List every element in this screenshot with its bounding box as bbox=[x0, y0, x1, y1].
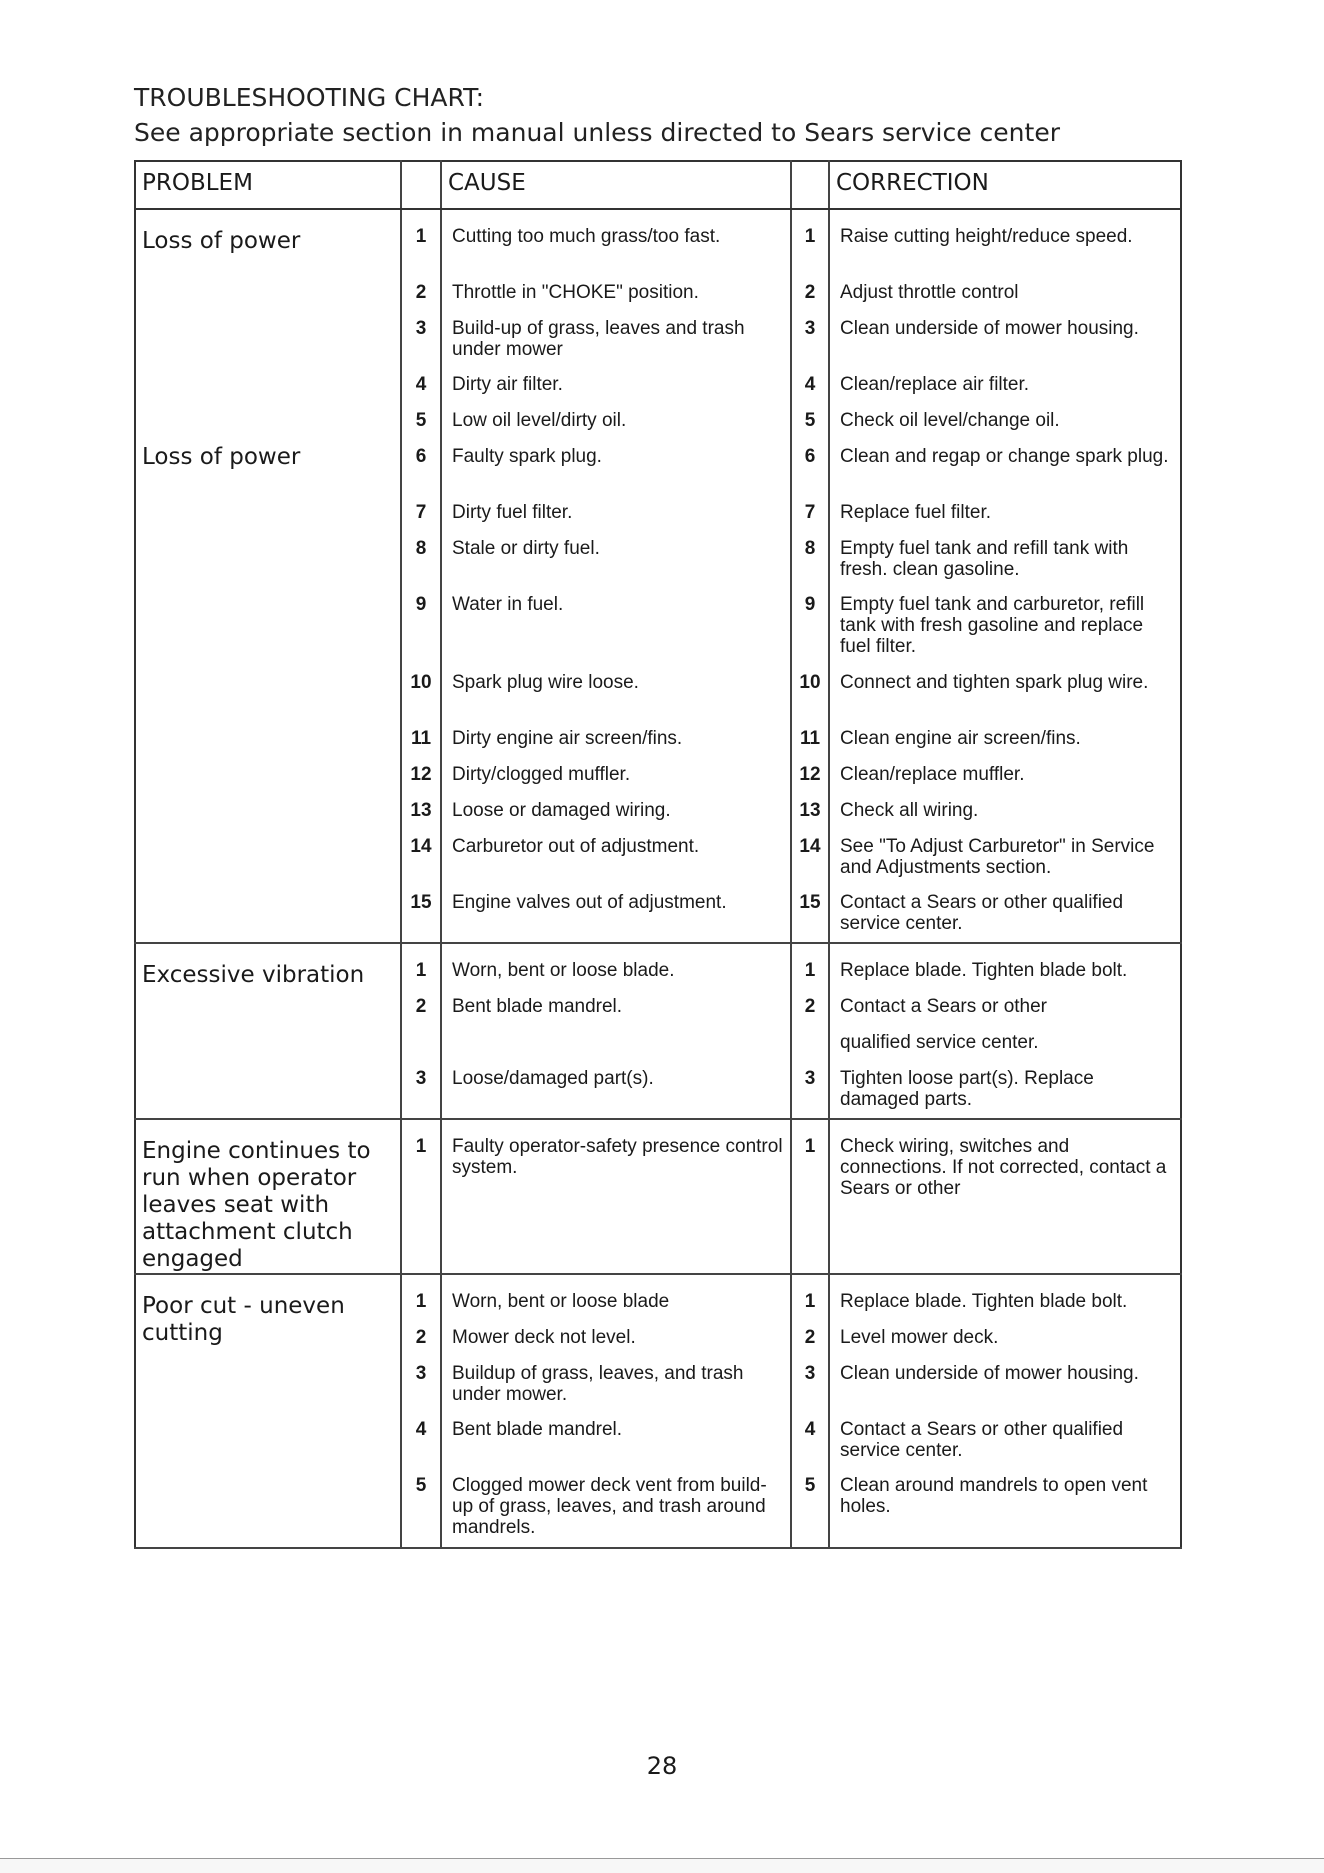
item-number: 4 bbox=[804, 374, 816, 395]
item-number: 5 bbox=[804, 1475, 816, 1496]
item-number: 13 bbox=[410, 800, 432, 821]
correction-text: Clean around mandrels to open vent holes. bbox=[840, 1475, 1148, 1517]
header-problem: PROBLEM bbox=[135, 161, 401, 209]
item-number: 1 bbox=[415, 226, 427, 247]
item-number: 15 bbox=[799, 892, 821, 913]
correction-text: Clean/replace air filter. bbox=[840, 374, 1030, 395]
correction-text: Empty fuel tank and carburetor, refill tank with fresh gasoline and replace fuel filter. bbox=[840, 594, 1145, 657]
page-title: TROUBLESHOOTING CHART: bbox=[134, 83, 485, 112]
item-number: 6 bbox=[415, 446, 427, 467]
cause-text: Build-up of grass, leaves and trash under mower bbox=[452, 318, 745, 360]
cause-text: Worn, bent or loose blade bbox=[452, 1291, 670, 1312]
cause-text: Buildup of grass, leaves, and trash under mower. bbox=[452, 1363, 744, 1405]
cause-text: Faulty operator-safety presence control system. bbox=[452, 1136, 783, 1178]
item-number: 11 bbox=[799, 728, 821, 749]
problem-label: Poor cut - uneven cutting bbox=[142, 1293, 345, 1346]
correction-text: Contact a Sears or other qualified service center. bbox=[840, 1419, 1124, 1461]
header-number-blank bbox=[791, 161, 829, 209]
item-number: 1 bbox=[804, 1291, 816, 1312]
cause-text: Carburetor out of adjustment. bbox=[452, 836, 700, 857]
item-number: 15 bbox=[410, 892, 432, 913]
item-number: 3 bbox=[415, 318, 427, 339]
correction-text: Clean underside of mower housing. bbox=[840, 1363, 1139, 1384]
item-number: 10 bbox=[799, 672, 821, 693]
item-number-cell bbox=[791, 1274, 829, 1548]
item-number: 12 bbox=[799, 764, 821, 785]
correction-text: Empty fuel tank and refill tank with fresh. clean gasoline. bbox=[840, 538, 1129, 580]
correction-text: Contact a Sears or other qualified service center. bbox=[840, 892, 1124, 934]
correction-text: Check oil level/change oil. bbox=[840, 410, 1060, 431]
correction-text: Check all wiring. bbox=[840, 800, 979, 821]
item-number: 11 bbox=[410, 728, 432, 749]
cause-text: Dirty air filter. bbox=[452, 374, 563, 395]
header-number-blank bbox=[401, 161, 441, 209]
cause-text: Clogged mower deck vent from build-up of grass, leaves, and trash around mandrels. bbox=[452, 1475, 767, 1538]
item-number: 4 bbox=[415, 1419, 427, 1440]
cause-text: Dirty fuel filter. bbox=[452, 502, 573, 523]
correction-text: Replace blade. Tighten blade bolt. bbox=[840, 960, 1128, 981]
item-number: 4 bbox=[415, 374, 427, 395]
item-number: 9 bbox=[804, 594, 816, 615]
item-number: 12 bbox=[410, 764, 432, 785]
correction-text-cell bbox=[829, 1274, 1181, 1548]
table-header-row bbox=[135, 161, 1181, 209]
correction-text: See "To Adjust Carburetor" in Service and Adjustments section. bbox=[840, 836, 1155, 878]
item-number: 8 bbox=[804, 538, 816, 559]
item-number bbox=[402, 1026, 440, 1062]
item-number: 3 bbox=[415, 1363, 427, 1384]
problem-cell bbox=[135, 943, 401, 1119]
correction-text: Level mower deck. bbox=[840, 1327, 999, 1348]
cause-text: Engine valves out of adjustment. bbox=[452, 892, 727, 913]
cause-text-cell bbox=[441, 209, 791, 943]
cause-text: Mower deck not level. bbox=[452, 1327, 636, 1348]
item-number: 1 bbox=[415, 1136, 427, 1157]
item-number: 1 bbox=[804, 226, 816, 247]
item-number: 3 bbox=[804, 318, 816, 339]
item-number: 5 bbox=[415, 1475, 427, 1496]
problem-cell bbox=[135, 1274, 401, 1548]
cause-text: Faulty spark plug. bbox=[452, 446, 602, 467]
item-number: 1 bbox=[804, 960, 816, 981]
problem-label: Engine continues to run when operator leaves seat with attachment clutch engaged bbox=[142, 1138, 371, 1272]
cause-text: Loose or damaged wiring. bbox=[452, 800, 671, 821]
correction-text: qualified service center. bbox=[840, 1032, 1039, 1053]
item-number-cell bbox=[791, 1119, 829, 1274]
item-number: 1 bbox=[804, 1136, 816, 1157]
item-number: 2 bbox=[415, 996, 427, 1017]
cause-text-cell bbox=[441, 1274, 791, 1548]
cause-text: Loose/damaged part(s). bbox=[452, 1068, 654, 1089]
page-bottom-edge bbox=[0, 1858, 1324, 1873]
page-number: 28 bbox=[646, 1752, 678, 1780]
cause-text: Bent blade mandrel. bbox=[452, 1419, 623, 1440]
item-number-cell bbox=[401, 943, 441, 1119]
page-subtitle: See appropriate section in manual unless directed to Sears service center bbox=[134, 118, 1060, 147]
correction-text-cell bbox=[829, 1119, 1181, 1274]
header-correction: CORRECTION bbox=[829, 161, 1181, 209]
correction-text: Clean underside of mower housing. bbox=[840, 318, 1139, 339]
section-row bbox=[135, 1274, 1181, 1548]
item-number: 5 bbox=[415, 410, 427, 431]
cause-text: Dirty engine air screen/fins. bbox=[452, 728, 683, 749]
cause-text: Spark plug wire loose. bbox=[452, 672, 639, 693]
correction-text: Adjust throttle control bbox=[840, 282, 1019, 303]
section-row bbox=[135, 209, 1181, 943]
cause-text: Water in fuel. bbox=[452, 594, 564, 615]
item-number: 5 bbox=[804, 410, 816, 431]
problem-label: Excessive vibration bbox=[142, 962, 365, 988]
item-number: 6 bbox=[804, 446, 816, 467]
cause-text bbox=[442, 1026, 790, 1062]
item-number: 9 bbox=[415, 594, 427, 615]
correction-text-cell bbox=[829, 209, 1181, 943]
item-number-cell bbox=[791, 209, 829, 943]
cause-text: Dirty/clogged muffler. bbox=[452, 764, 631, 785]
header-cause: CAUSE bbox=[441, 161, 791, 209]
item-number-cell bbox=[401, 209, 441, 943]
cause-text: Throttle in "CHOKE" position. bbox=[452, 282, 699, 303]
correction-text: Check wiring, switches and connections. If not corrected, contact a Sears or other bbox=[840, 1136, 1167, 1199]
cause-text: Cutting too much grass/too fast. bbox=[452, 226, 721, 247]
correction-text: Replace fuel filter. bbox=[840, 502, 992, 523]
cause-text: Worn, bent or loose blade. bbox=[452, 960, 675, 981]
item-number: 14 bbox=[410, 836, 432, 857]
problem-label: Loss of power bbox=[142, 228, 301, 254]
correction-text: Raise cutting height/reduce speed. bbox=[840, 226, 1133, 247]
problem-label-repeat: Loss of power bbox=[142, 444, 301, 470]
section-row bbox=[135, 943, 1181, 1119]
item-number: 10 bbox=[410, 672, 432, 693]
problem-cell bbox=[135, 209, 401, 943]
item-number bbox=[792, 1026, 828, 1062]
item-number-cell bbox=[401, 1119, 441, 1274]
item-number: 13 bbox=[799, 800, 821, 821]
item-number: 2 bbox=[415, 282, 427, 303]
item-number: 2 bbox=[415, 1327, 427, 1348]
item-number-cell bbox=[791, 943, 829, 1119]
item-number: 2 bbox=[804, 996, 816, 1017]
section-row bbox=[135, 1119, 1181, 1274]
item-number: 8 bbox=[415, 538, 427, 559]
correction-text: Clean engine air screen/fins. bbox=[840, 728, 1081, 749]
table-body bbox=[135, 209, 1181, 1548]
correction-text: Connect and tighten spark plug wire. bbox=[840, 672, 1149, 693]
item-number: 14 bbox=[799, 836, 821, 857]
cause-text-cell bbox=[441, 943, 791, 1119]
item-number: 2 bbox=[804, 1327, 816, 1348]
item-number-cell bbox=[401, 1274, 441, 1548]
item-number: 7 bbox=[804, 502, 816, 523]
correction-text: Clean and regap or change spark plug. bbox=[840, 446, 1169, 467]
item-number: 4 bbox=[804, 1419, 816, 1440]
cause-text: Stale or dirty fuel. bbox=[452, 538, 600, 559]
item-number: 3 bbox=[804, 1363, 816, 1384]
correction-text: Tighten loose part(s). Replace damaged parts. bbox=[840, 1068, 1094, 1110]
item-number: 1 bbox=[415, 1291, 427, 1312]
correction-text: Clean/replace muffler. bbox=[840, 764, 1025, 785]
problem-cell bbox=[135, 1119, 401, 1274]
item-number: 1 bbox=[415, 960, 427, 981]
cause-text: Bent blade mandrel. bbox=[452, 996, 623, 1017]
correction-text: Contact a Sears or other bbox=[840, 996, 1047, 1017]
item-number: 3 bbox=[804, 1068, 816, 1089]
correction-text-cell bbox=[829, 943, 1181, 1119]
correction-text: Replace blade. Tighten blade bolt. bbox=[840, 1291, 1128, 1312]
cause-text: Low oil level/dirty oil. bbox=[452, 410, 627, 431]
cause-text-cell bbox=[441, 1119, 791, 1274]
item-number: 2 bbox=[804, 282, 816, 303]
item-number: 3 bbox=[415, 1068, 427, 1089]
troubleshooting-table bbox=[134, 160, 1182, 1549]
item-number: 7 bbox=[415, 502, 427, 523]
